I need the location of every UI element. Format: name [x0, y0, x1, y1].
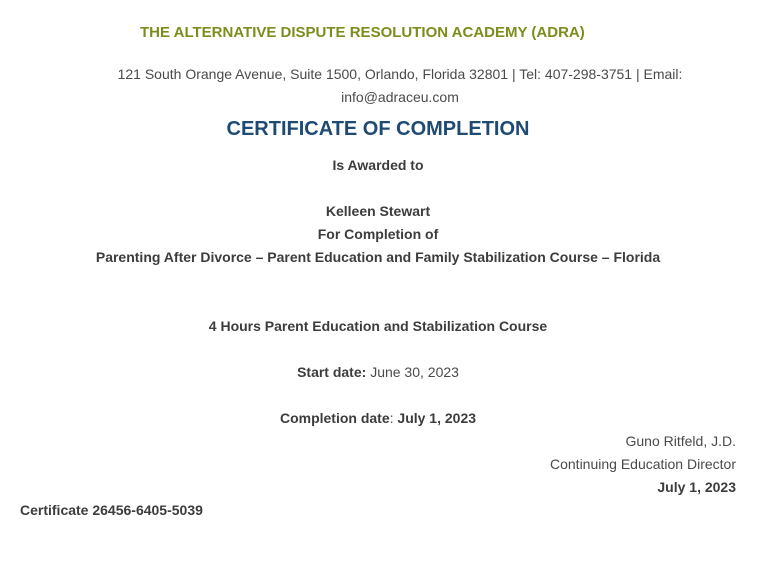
course-hours: 4 Hours Parent Education and Stabilization Course: [208, 318, 548, 334]
completion-date-line: [0, 410, 756, 426]
start-date-value: June 30, 2023: [370, 364, 459, 380]
recipient-name: Kelleen Stewart: [325, 203, 431, 219]
course-name: Parenting After Divorce – Parent Education and Family Stabilization Course – Florida: [95, 249, 661, 265]
signature-date: July 1, 2023: [657, 479, 736, 495]
academy-name: THE ALTERNATIVE DISPUTE RESOLUTION ACADEMY (ADRA): [140, 24, 585, 41]
completion-date-value: July 1, 2023: [397, 410, 477, 426]
completion-date-separator: :: [389, 410, 394, 426]
certificate-title: CERTIFICATE OF COMPLETION: [226, 118, 530, 140]
awarded-to-label: Is Awarded to: [332, 157, 424, 173]
completion-date-label: Completion date: [279, 410, 390, 426]
certificate-number: Certificate 26456-6405-5039: [20, 502, 203, 518]
completion-of-label: For Completion of: [317, 226, 439, 242]
start-date-label: Start date:: [297, 364, 367, 380]
academy-address: 121 South Orange Avenue, Suite 1500, Orlando, Florida 32801 | Tel: 407-298-3751 | Email: info@adraceu.com: [117, 66, 683, 105]
signer-name: Guno Ritfeld, J.D.: [625, 433, 736, 449]
signer-title: Continuing Education Director: [550, 456, 736, 472]
start-date-line: [0, 364, 756, 380]
